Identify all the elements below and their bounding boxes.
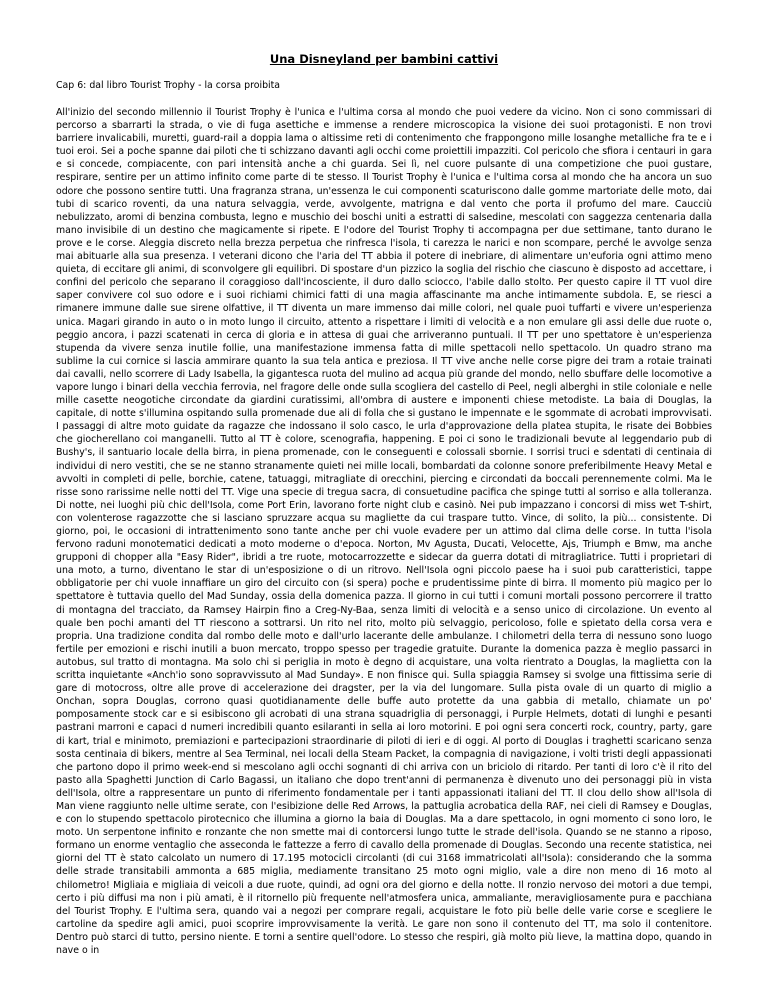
document-page bbox=[56, 52, 712, 957]
chapter-subtitle: Cap 6: dal libro Tourist Trophy - la corsa proibita bbox=[56, 80, 281, 91]
document-title: Una Disneyland per bambini cattivi bbox=[269, 52, 499, 66]
body-paragraph: All'inizio del secondo millennio il Tourist Trophy è l'unica e l'ultima corsa al mondo che puoi vedere da vicino. Non ci sono commissari di percorso a sbarrarti la strada, o vie di fuga asettiche e immense a rendere microscopica la visione dei suoi protagonisti. E non trovi barriere invalicabili, muretti, guard-rail a doppia lama o altissime reti di contenimento che frappongono mille losanghe metalliche fra te e i tuoi eroi. Sei a poche spanne dai piloti che ti schizzano davanti agli occhi come proiettili impazziti. Col pericolo che sfiora i centauri in gara e si concede, compiacente, con pari intensità anche a chi guarda. Sei lì, nel cuore pulsante di una competizione che puoi gustare, respirare, sentire per un attimo infinito come parte di te stesso. Il Tourist Trophy è l'unica e l'ultima corsa al mondo che ha ancora un suo odore che possono sentire tutti. Una fragranza strana, un'essenza le cui componenti scaturiscono dalle gomme martoriate delle moto, dai tubi di scarico roventi, da una natura selvaggia, verde, avvolgente, matrigna e dal vento che porta il profumo del mare. Caucciù nebulizzato, aromi di benzina combusta, legno e muschio dei boschi uniti a estratti di salsedine, mescolati con saggezza centenaria dalla mano invisibile di un destino che magicamente si ripete. E l'odore del Tourist Trophy ti accompagna per due settimane, tanto durano le prove e le corse. Aleggia discreto nella brezza perpetua che rinfresca l'isola, ti carezza le narici e non scompare, perché le avvolge senza mai abituarle alla sua presenza. I veterani dicono che l'aria del TT abbia il potere di inebriare, di alimentare un'euforia ogni attimo meno quieta, di eccitare gli animi, di sconvolgere gli equilibri. Di spostare d'un pizzico la soglia del rischio che ciascuno è disposto ad accettare, i confini del pericolo che separano il coraggioso dall'incosciente, il duro dallo sciocco, l'abile dallo stolto. Per questo capire il TT vuol dire saper convivere col suo odore e i suoi richiami chimici fatti di una magia affascinante ma anche intimamente subdola. E, se riesci a rimanere immune dalle sue sirene olfattive, il TT diventa un mare immenso dai mille colori, nel quale puoi tuffarti e vivere un'esperienza unica. Magari girando in auto o in moto lungo il circuito, attento a rispettare i limiti di velocità e a non emulare gli assi delle due ruote o, peggio ancora, i pazzi scatenati in cerca di gloria e in attesa di guai che arriveranno puntuali. Il TT per uno spettatore è un'esperienza stupenda da vivere senza inutile follie, una manifestazione immensa fatta di mille spettacoli nello spettacolo. Un quadro strano ma sublime la cui cornice si lascia ammirare quanto la sua tela antica e preziosa. Il TT vive anche nelle corse pigre dei tram a rotaie trainati dai cavalli, nello scorrere di Lady Isabella, la gigantesca ruota del mulino ad acqua più grande del mondo, nello sbuffare delle locomotive a vapore lungo i binari della vecchia ferrovia, nel fragore delle onde sulla scogliera del castello di Peel, negli alberghi in stile coloniale e nelle mille casette neogotiche circondate da giardini curatissimi, all'ombra di austere e imponenti chiese metodiste. La baia di Douglas, la capitale, di notte s'illumina ospitando sulla promenade due ali di folla che si gustano le impennate e le sgommate di acrobati improvvisati. I passaggi di altre moto guidate da ragazze che indossano il solo casco, le urla d'approvazione della platea stupita, le risate dei Bobbies che giocherellano coi manganelli. Tutto al TT è colore, scenografia, happening. E poi ci sono le tradizionali bevute al leggendario pub di Bushy's, il santuario locale della birra, in piena promenade, con le conseguenti e colossali sbornie. I sorrisi truci e sdentati di centinaia di individui di nero vestiti, che se ne stanno stranamente quieti nei mille locali, bombardati da colonne sonore preferibilmente Heavy Metal e avvolti in completi di pelle, borchie, catene, tatuaggi, mitragliate di orecchini, piercing e circondati da boccali perennemente colmi. Ma le risse sono rarissime nelle notti del TT. Vige una specie di tregua sacra, di consuetudine pacifica che spinge tutti al sorriso e alla tolleranza. Di notte, nei luoghi più chic dell'Isola, come Port Erin, lavorano forte night club e casinò. Nei pub impazzano i concorsi di miss wet T-shirt, con volenterose ragazzotte che si lasciano spruzzare acqua su magliette da cui traspare tutto. Vince, di solito, la più... consistente. Di giorno, poi, le occasioni di intrattenimento sono tante anche per chi vuole evadere per un attimo dal clima delle corse. In tutta l'isola fervono raduni monotematici dedicati a moto moderne o d'epoca. Norton, Mv Agusta, Ducati, Velocette, Ajs, Triumph e Bmw, ma anche grupponi di chopper alla "Easy Rider", ibridi a tre ruote, motocarrozzette e sidecar da guerra dotati di mitragliatrice. Tutti i proprietari di una moto, a turno, diventano le star di un'esposizione o di un ritrovo. Nell'Isola ogni piccolo paese ha i suoi pub caratteristici, tappe obbligatorie per chi vuole innaffiare un giro del circuito con (si spera) poche e prudentissime pinte di birra. Il momento più magico per lo spettatore è tuttavia quello del Mad Sunday, ossia della domenica pazza. Il giorno in cui tutti i comuni mortali possono percorrere il tratto di montagna del tracciato, da Ramsey Hairpin fino a Creg-Ny-Baa, senza limiti di velocità e a senso unico di circolazione. Un evento al quale ben pochi amanti del TT riescono a sottrarsi. Un rito nel rito, molto più selvaggio, pericoloso, folle e spietato della corsa vera e propria. Una tradizione condita dal rombo delle moto e dall'urlo lacerante delle ambulanze. I chilometri della terra di nessuno sono luogo fertile per emozioni e rischi inutili a buon mercato, troppo spesso per tragedie gratuite. Durante la domenica pazza è meglio passarci in autobus, sul tratto di montagna. Ma solo chi si periglia in moto è degno di acquistare, una volta rientrato a Douglas, la maglietta con la scritta inquietante «Anch'io sono sopravvissuto al Mad Sunday». E non finisce qui. Sulla spiaggia Ramsey si svolge una fittissima serie di gare di motocross, oltre alle prove di accelerazione dei dragster, per la via del lungomare. Sulla pista ovale di un quarto di miglio a Onchan, sopra Douglas, corrono quasi quotidianamente delle buffe auto protette da una gabbia di metallo, chiamate un po' pomposamente stock car e si esibiscono gli acrobati di una strana squadriglia di personaggi, i Purple Helmets, dotati di lunghi e pesanti pastrani marroni e capaci d numeri incredibili quanto esilaranti in sella ai loro motorini. E poi ogni sera concerti rock, country, party, gare di kart, trial e minimoto, premiazioni e partecipazioni straordinarie di piloti di ieri e di oggi. Al porto di Douglas i traghetti scaricano senza sosta centinaia di bikers, mentre al Sea Terminal, nei locali della Steam Packet, la compagnia di navigazione, i volti tristi degli appassionati che partono dopo il primo week-end si mescolano agli occhi sognanti di chi arriva con un briciolo di ritardo. Per tanti di loro c'è il rito del pasto alla Spaghetti Junction di Carlo Bagassi, un italiano che dopo trent'anni di permanenza è divenuto uno dei personaggi più in vista dell'Isola, oltre a rappresentare un punto di riferimento fondamentale per i tanti appassionati italiani del TT. Il clou dello show all'Isola di Man viene raggiunto nelle ultime serate, con l'esibizione delle Red Arrows, la pattuglia acrobatica della RAF, nei cieli di Ramsey e Douglas, e con lo stupendo spettacolo pirotecnico che illumina a giorno la baia di Douglas. Ma a dare spettacolo, in ogni momento ci sono loro, le moto. Un serpentone infinito e ronzante che non smette mai di contorcersi lungo tutte le strade dell'isola. Quando se ne stanno a riposo, formano un enorme ventaglio che asseconda le fattezze a ferro di cavallo della promenade di Douglas. Secondo una recente statistica, nei giorni del TT è stato calcolato un numero di 17.195 motocicli circolanti (di cui 3168 immatricolati all'Isola): considerando che la somma delle strade transitabili ammonta a 685 miglia, mediamente transitano 25 moto ogni miglio, vale a dire non meno di 16 moto al chilometro! Migliaia e migliaia di veicoli a due ruote, quindi, ad ogni ora del giorno e della notte. Il ronzio nervoso dei motori a due tempi, certo i più diffusi ma non i più amati, è il ritornello più frequente nell'atmosfera unica, ammaliante, meravigliosamente pura e pacchiana del Tourist Trophy. E l'ultima sera, quando vai a negozi per comprare regali, acquistare le foto più belle delle varie corse e scegliere le cartoline da spedire agli amici, puoi scoprire improvvisamente la verità. Le gare non sono il contenuto del TT, ma solo il contenitore. Dentro può starci di tutto, persino niente. E torni a sentire quell'odore. Lo stesso che respiri, già molto più lieve, la mattina dopo, quando in nave o in bbox=[56, 107, 712, 956]
